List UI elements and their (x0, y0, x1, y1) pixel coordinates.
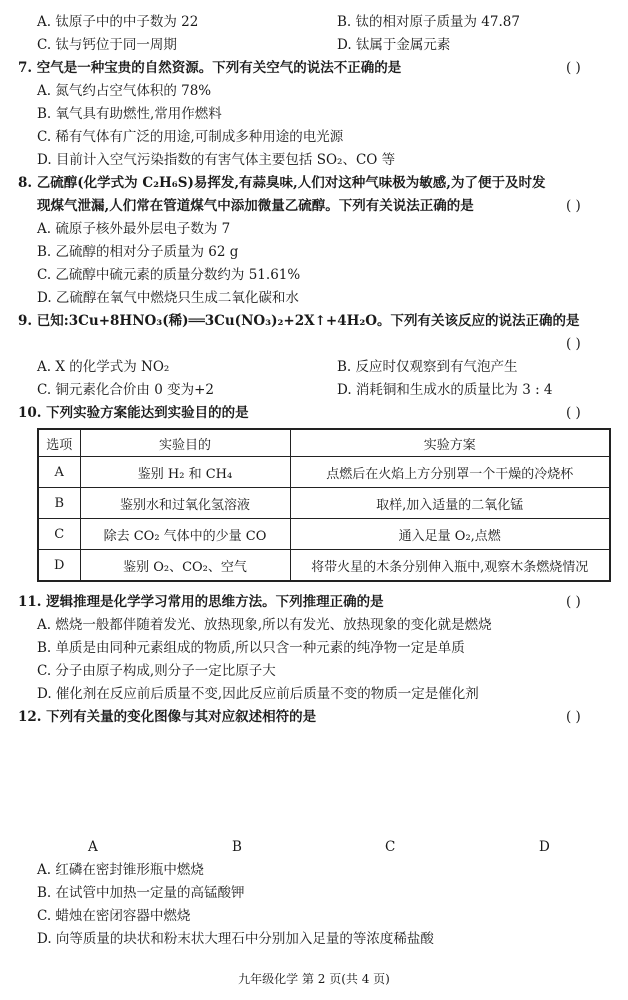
table-cell: C (38, 519, 80, 550)
q7-answer-paren: ( ) (566, 60, 581, 76)
q12-figure-label-d: D (539, 839, 550, 855)
table-cell: 将带火星的木条分别伸入瓶中,观察木条燃烧情况 (290, 550, 610, 582)
table-cell: 鉴别水和过氧化氢溶液 (80, 488, 290, 519)
q12-option-d: D. 向等质量的块状和粉末状大理石中分别加入足量的等浓度稀盐酸 (37, 931, 434, 947)
q12-option-a: A. 红磷在密封锥形瓶中燃烧 (37, 862, 204, 878)
q8-stem-line2: 现煤气泄漏,人们常在管道煤气中添加微量乙硫醇。下列有关说法正确的是 (37, 198, 474, 214)
q6-option-a: A. 钛原子中的中子数为 22 (37, 14, 199, 30)
q9-option-d: D. 消耗铜和生成水的质量比为 3 : 4 (337, 382, 553, 398)
page-footer: 九年级化学 第 2 页(共 4 页) (238, 972, 390, 986)
q12-figure-label-b: B (232, 839, 242, 855)
q12-figure-label-c: C (385, 839, 396, 855)
table-header-row (38, 429, 610, 457)
table-cell: B (38, 488, 80, 519)
q12-answer-paren: ( ) (566, 709, 581, 725)
q6-option-b: B. 钛的相对原子质量为 47.87 (337, 14, 520, 30)
q8-stem-line1: 8. 乙硫醇(化学式为 C₂H₆S)易挥发,有蒜臭味,人们对这种气味极为敏感,为了便于及时发 (18, 175, 546, 191)
q11-answer-paren: ( ) (566, 594, 581, 610)
q9-option-a: A. X 的化学式为 NO₂ (37, 359, 170, 375)
table-cell: 鉴别 O₂、CO₂、空气 (80, 550, 290, 582)
q12-option-b: B. 在试管中加热一定量的高锰酸钾 (37, 885, 245, 901)
table-cell: 鉴别 H₂ 和 CH₄ (80, 457, 290, 488)
q6-option-c: C. 钛与钙位于同一周期 (37, 37, 177, 53)
q7-stem: 7. 空气是一种宝贵的自然资源。下列有关空气的说法不正确的是 (18, 60, 402, 76)
q11-option-c: C. 分子由原子构成,则分子一定比原子大 (37, 663, 276, 679)
q8-option-b: B. 乙硫醇的相对分子质量为 62 g (37, 244, 239, 260)
q9-option-c: C. 铜元素化合价由 0 变为+2 (37, 382, 215, 398)
q10-experiment-table (37, 428, 611, 582)
table-cell: 除去 CO₂ 气体中的少量 CO (80, 519, 290, 550)
q6-option-d: D. 钛属于金属元素 (337, 37, 451, 53)
q10-answer-paren: ( ) (566, 405, 581, 421)
q9-stem: 9. 已知:3Cu+8HNO₃(稀)══3Cu(NO₃)₂+2X↑+4H₂O。下列有关该反应的说法正确的是 (18, 313, 580, 329)
table-cell: 取样,加入适量的二氧化锰 (290, 488, 610, 519)
q12-stem: 12. 下列有关量的变化图像与其对应叙述相符的是 (18, 709, 317, 725)
q7-option-d: D. 目前计入空气污染指数的有害气体主要包括 SO₂、CO 等 (37, 152, 396, 168)
q8-option-c: C. 乙硫醇中硫元素的质量分数约为 51.61% (37, 267, 301, 283)
q10-stem: 10. 下列实验方案能达到实验目的的是 (18, 405, 249, 421)
q8-option-a: A. 硫原子核外最外层电子数为 7 (37, 221, 231, 237)
table-row (38, 519, 610, 550)
q7-option-c: C. 稀有气体有广泛的用途,可制成多种用途的电光源 (37, 129, 344, 145)
q9-option-b: B. 反应时仅观察到有气泡产生 (337, 359, 518, 375)
table-cell: 点燃后在火焰上方分别罩一个干燥的冷烧杯 (290, 457, 610, 488)
q12-option-c: C. 蜡烛在密闭容器中燃烧 (37, 908, 191, 924)
table-row (38, 488, 610, 519)
table-cell: A (38, 457, 80, 488)
q9-answer-paren: ( ) (566, 336, 581, 352)
q7-option-a: A. 氮气约占空气体积的 78% (37, 83, 212, 99)
table-header-cell: 选项 (38, 429, 80, 457)
table-header-cell: 实验方案 (290, 429, 610, 457)
table-row (38, 457, 610, 488)
q11-option-d: D. 催化剂在反应前后质量不变,因此反应前后质量不变的物质一定是催化剂 (37, 686, 479, 702)
q11-option-b: B. 单质是由同种元素组成的物质,所以只含一种元素的纯净物一定是单质 (37, 640, 465, 656)
q11-stem: 11. 逻辑推理是化学学习常用的思维方法。下列推理正确的是 (18, 594, 384, 610)
q8-option-d: D. 乙硫醇在氧气中燃烧只生成二氧化碳和水 (37, 290, 299, 306)
table-cell: 通入足量 O₂,点燃 (290, 519, 610, 550)
q7-option-b: B. 氧气具有助燃性,常用作燃料 (37, 106, 222, 122)
q12-figure-label-a: A (88, 839, 98, 855)
table-header-cell: 实验目的 (80, 429, 290, 457)
q11-option-a: A. 燃烧一般都伴随着发光、放热现象,所以有发光、放热现象的变化就是燃烧 (37, 617, 492, 633)
table-cell: D (38, 550, 80, 582)
q8-answer-paren: ( ) (566, 198, 581, 214)
table-row (38, 550, 610, 582)
